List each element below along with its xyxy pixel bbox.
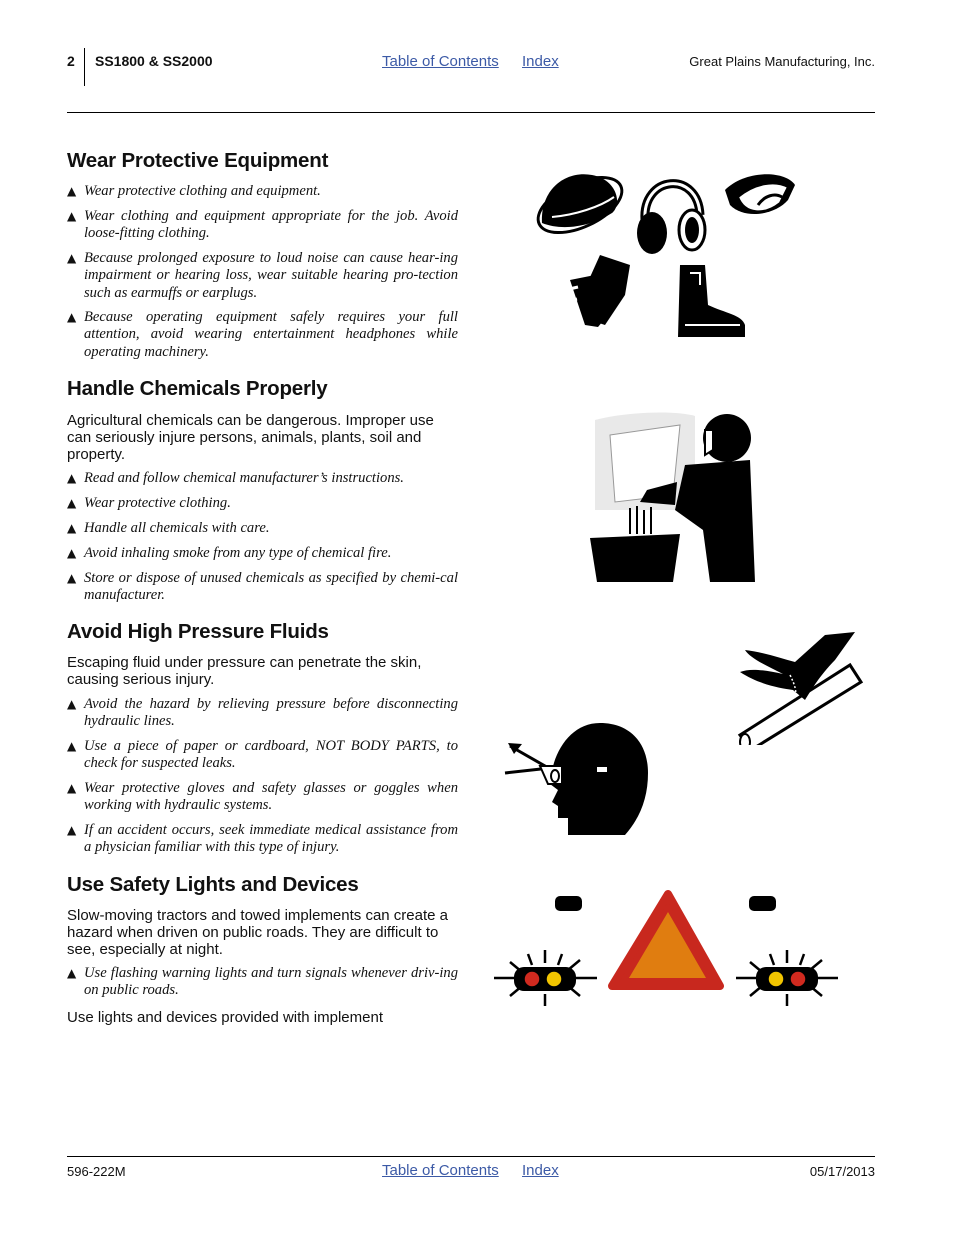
chemicals-intro: Agricultural chemicals can be dangerous. Improper use can seriously injure persons, animals, plants, soil and property.	[67, 412, 434, 463]
yellow-lamp-icon	[546, 971, 562, 987]
lights-outro: Use lights and devices provided with implement	[67, 1009, 383, 1026]
header-index-link[interactable]: Index	[522, 53, 559, 70]
safety-glasses-illustration	[500, 718, 655, 838]
yellow-lamp-icon	[768, 971, 784, 987]
bullet-item: ▲ Because prolonged exposure to loud noise can cause hear-ing impairment or hearing loss, wear suitable hearing pro-tection such as earmuffs or earplugs.	[67, 250, 458, 302]
head-silhouette-icon	[550, 723, 648, 835]
chemical-handling-illustration	[585, 410, 760, 585]
hard-hat-icon	[530, 166, 630, 244]
person-silhouette	[675, 460, 755, 582]
doc-number: 596-222M	[67, 1164, 126, 1179]
bullet-item: ▲ Avoid the hazard by relieving pressure before disconnecting hydraulic lines.	[67, 696, 458, 731]
safety-lights-illustration	[492, 888, 844, 1018]
smv-emblem-icon	[612, 894, 720, 986]
header-toc-link[interactable]: Table of Contents	[382, 53, 499, 70]
boot-icon	[678, 265, 745, 337]
lights-intro: Slow-moving tractors and towed implements can create a hazard when driven on public roads. They are difficult to see, especially at night.	[67, 907, 449, 958]
hydraulic-leak-illustration	[735, 630, 865, 745]
red-lamp-icon	[790, 971, 806, 987]
amber-light-icon	[555, 896, 582, 911]
bullet-item: ▲ Wear protective gloves and safety glasses or goggles when working with hydraulic systems.	[67, 780, 458, 815]
section-title-fluids: Avoid High Pressure Fluids	[67, 620, 329, 643]
protective-equipment-illustration	[530, 165, 810, 345]
bullet-item: ▲ Use a piece of paper or cardboard, NOT BODY PARTS, to check for suspected leaks.	[67, 738, 458, 773]
section-title-lights: Use Safety Lights and Devices	[67, 873, 359, 896]
chemical-container-icon	[590, 534, 680, 582]
bullet-item: ▲ Handle all chemicals with care.	[67, 520, 458, 537]
goggles-icon	[725, 174, 795, 214]
red-lamp-icon	[524, 971, 540, 987]
footer-toc-link[interactable]: Table of Contents	[382, 1162, 499, 1179]
earmuffs-icon	[637, 184, 705, 254]
revision-date: 05/17/2013	[809, 1164, 875, 1179]
bullet-item: ▲ If an accident occurs, seek immediate medical assistance from a physician familiar with this type of injury.	[67, 822, 458, 857]
model-title: SS1800 & SS2000	[95, 53, 213, 69]
company-name: Great Plains Manufacturing, Inc.	[689, 54, 875, 69]
amber-light-icon	[749, 896, 776, 911]
footer-rule	[67, 1156, 875, 1157]
flashing-light-left-icon	[494, 950, 597, 1006]
bullet-item: ▲ Avoid inhaling smoke from any type of chemical fire.	[67, 545, 458, 562]
bullet-item: ▲ Wear clothing and equipment appropriate for the job. Avoid loose-fitting clothing.	[67, 208, 458, 243]
gloves-icon	[562, 255, 630, 327]
bullet-item: ▲ Wear protective clothing.	[67, 495, 458, 512]
flashing-light-right-icon	[736, 950, 838, 1006]
footer-index-link[interactable]: Index	[522, 1162, 559, 1179]
bullet-item: ▲ Store or dispose of unused chemicals as specified by chemi-cal manufacturer.	[67, 570, 458, 605]
bullet-item: ▲ Use flashing warning lights and turn signals whenever driv-ing on public roads.	[67, 965, 458, 1000]
bullet-item: ▲ Because operating equipment safely requires your full attention, avoid wearing entertainment headphones while operating machinery.	[67, 309, 458, 361]
fluids-intro: Escaping fluid under pressure can penetrate the skin, causing serious injury.	[67, 654, 422, 688]
bullet-item: ▲ Wear protective clothing and equipment.	[67, 183, 458, 200]
section-title-chemicals: Handle Chemicals Properly	[67, 377, 328, 400]
header-divider	[84, 48, 85, 86]
header-rule	[67, 112, 875, 113]
bullet-item: ▲ Read and follow chemical manufacturer’s instructions.	[67, 470, 458, 487]
section-title-protective: Wear Protective Equipment	[67, 149, 329, 172]
page-number: 2	[67, 53, 75, 69]
